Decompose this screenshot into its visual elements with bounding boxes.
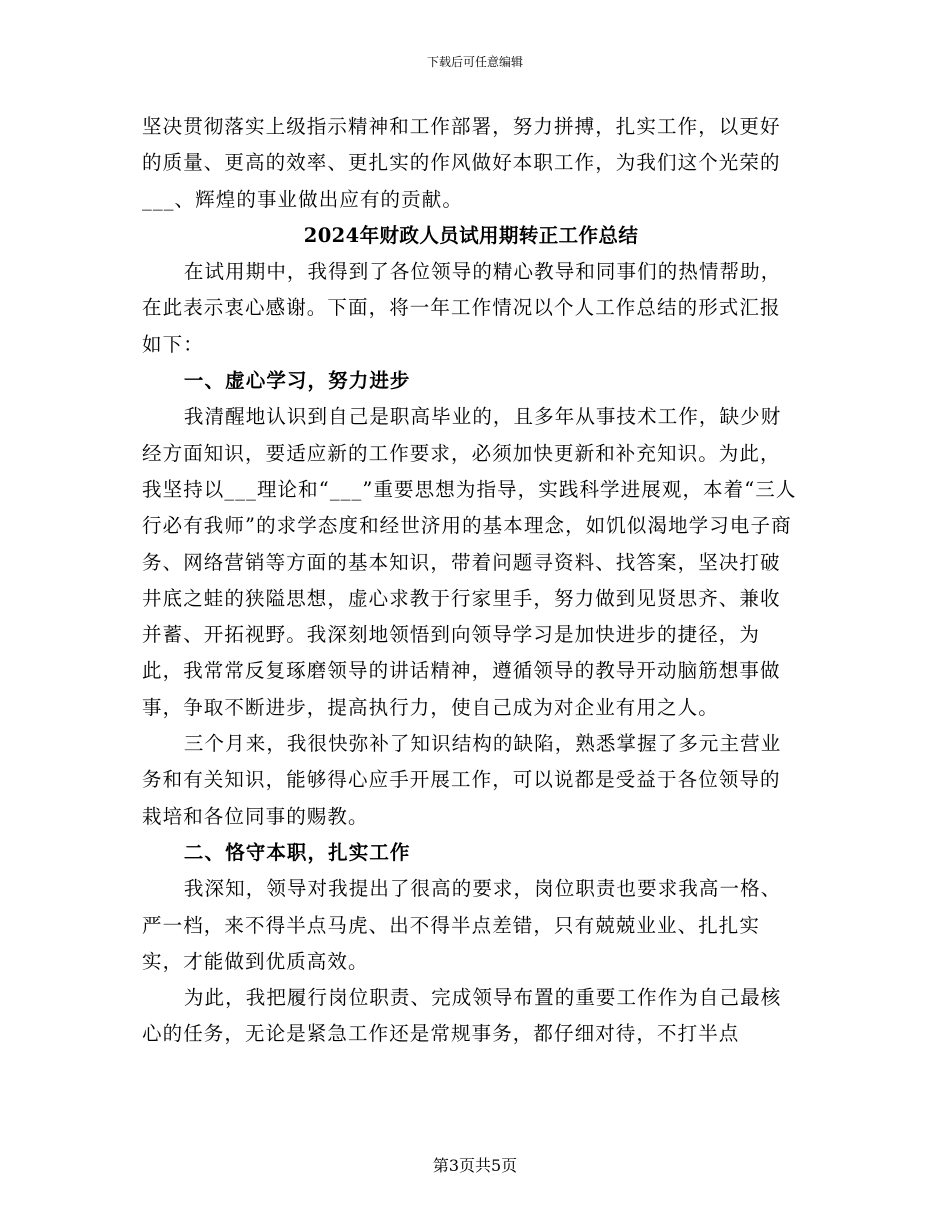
section-1-paragraph-1: 我清醒地认识到自己是职高毕业的，且多年从事技术工作，缺少财经方面知识，要适应新的工作要求，必须加快更新和补充知识。为此，我坚持以___理论和“___”重要思想为指导，实践科学进展观，本着“三人行必有我师”的求学态度和经世济用的基本理念，如饥似渴地学习电子商务、网络营销等方面的基本知识，带着问题寻资料、找答案，坚决打破井底之蛙的狭隘思想，虚心求教于行家里手，努力做到见贤思齐、兼收并蓄、开拓视野。我深刻地领悟到向领导学习是加快进步的捷径，为此，我常常反复琢磨领导的讲话精神，遵循领导的教导开动脑筋想事做事，争取不断进步，提高执行力，使自己成为对企业有用之人。 [142, 405, 797, 719]
page-header: 下载后可任意编辑 [426, 55, 523, 69]
section-2-paragraph-1: 我深知，领导对我提出了很高的要求，岗位职责也要求我高一格、严一档，来不得半点马虎、出不得半点差错，只有兢兢业业、扎扎实实，才能做到优质高效。 [142, 877, 782, 973]
page-footer: 第3页共5页 [432, 1156, 518, 1175]
document-body [142, 109, 800, 1053]
section-1-heading: 一、虚心学习，努力进步 [183, 369, 411, 393]
document-title: 2024年财政人员试用期转正工作总结 [303, 223, 639, 247]
section-2-heading: 二、恪守本职，扎实工作 [183, 840, 411, 864]
opening-paragraph: 在试用期中，我得到了各位领导的精心教导和同事们的热情帮助，在此表示衷心感谢。下面，将一年工作情况以个人工作总结的形式汇报如下： [142, 260, 782, 356]
section-2-paragraph-2: 为此，我把履行岗位职责、完成领导布置的重要工作作为自己最核心的任务，无论是紧急工作还是常规事务，都仔细对待，不打半点 [142, 986, 782, 1046]
section-1-paragraph-2: 三个月来，我很快弥补了知识结构的缺陷，熟悉掌握了多元主营业务和有关知识，能够得心应手开展工作，可以说都是受益于各位领导的栽培和各位同事的赐教。 [142, 732, 782, 828]
intro-paragraph: 坚决贯彻落实上级指示精神和工作部署，努力拼搏，扎实工作，以更好的质量、更高的效率、更扎实的作风做好本职工作，为我们这个光荣的___、辉煌的事业做出应有的贡献。 [142, 115, 781, 211]
